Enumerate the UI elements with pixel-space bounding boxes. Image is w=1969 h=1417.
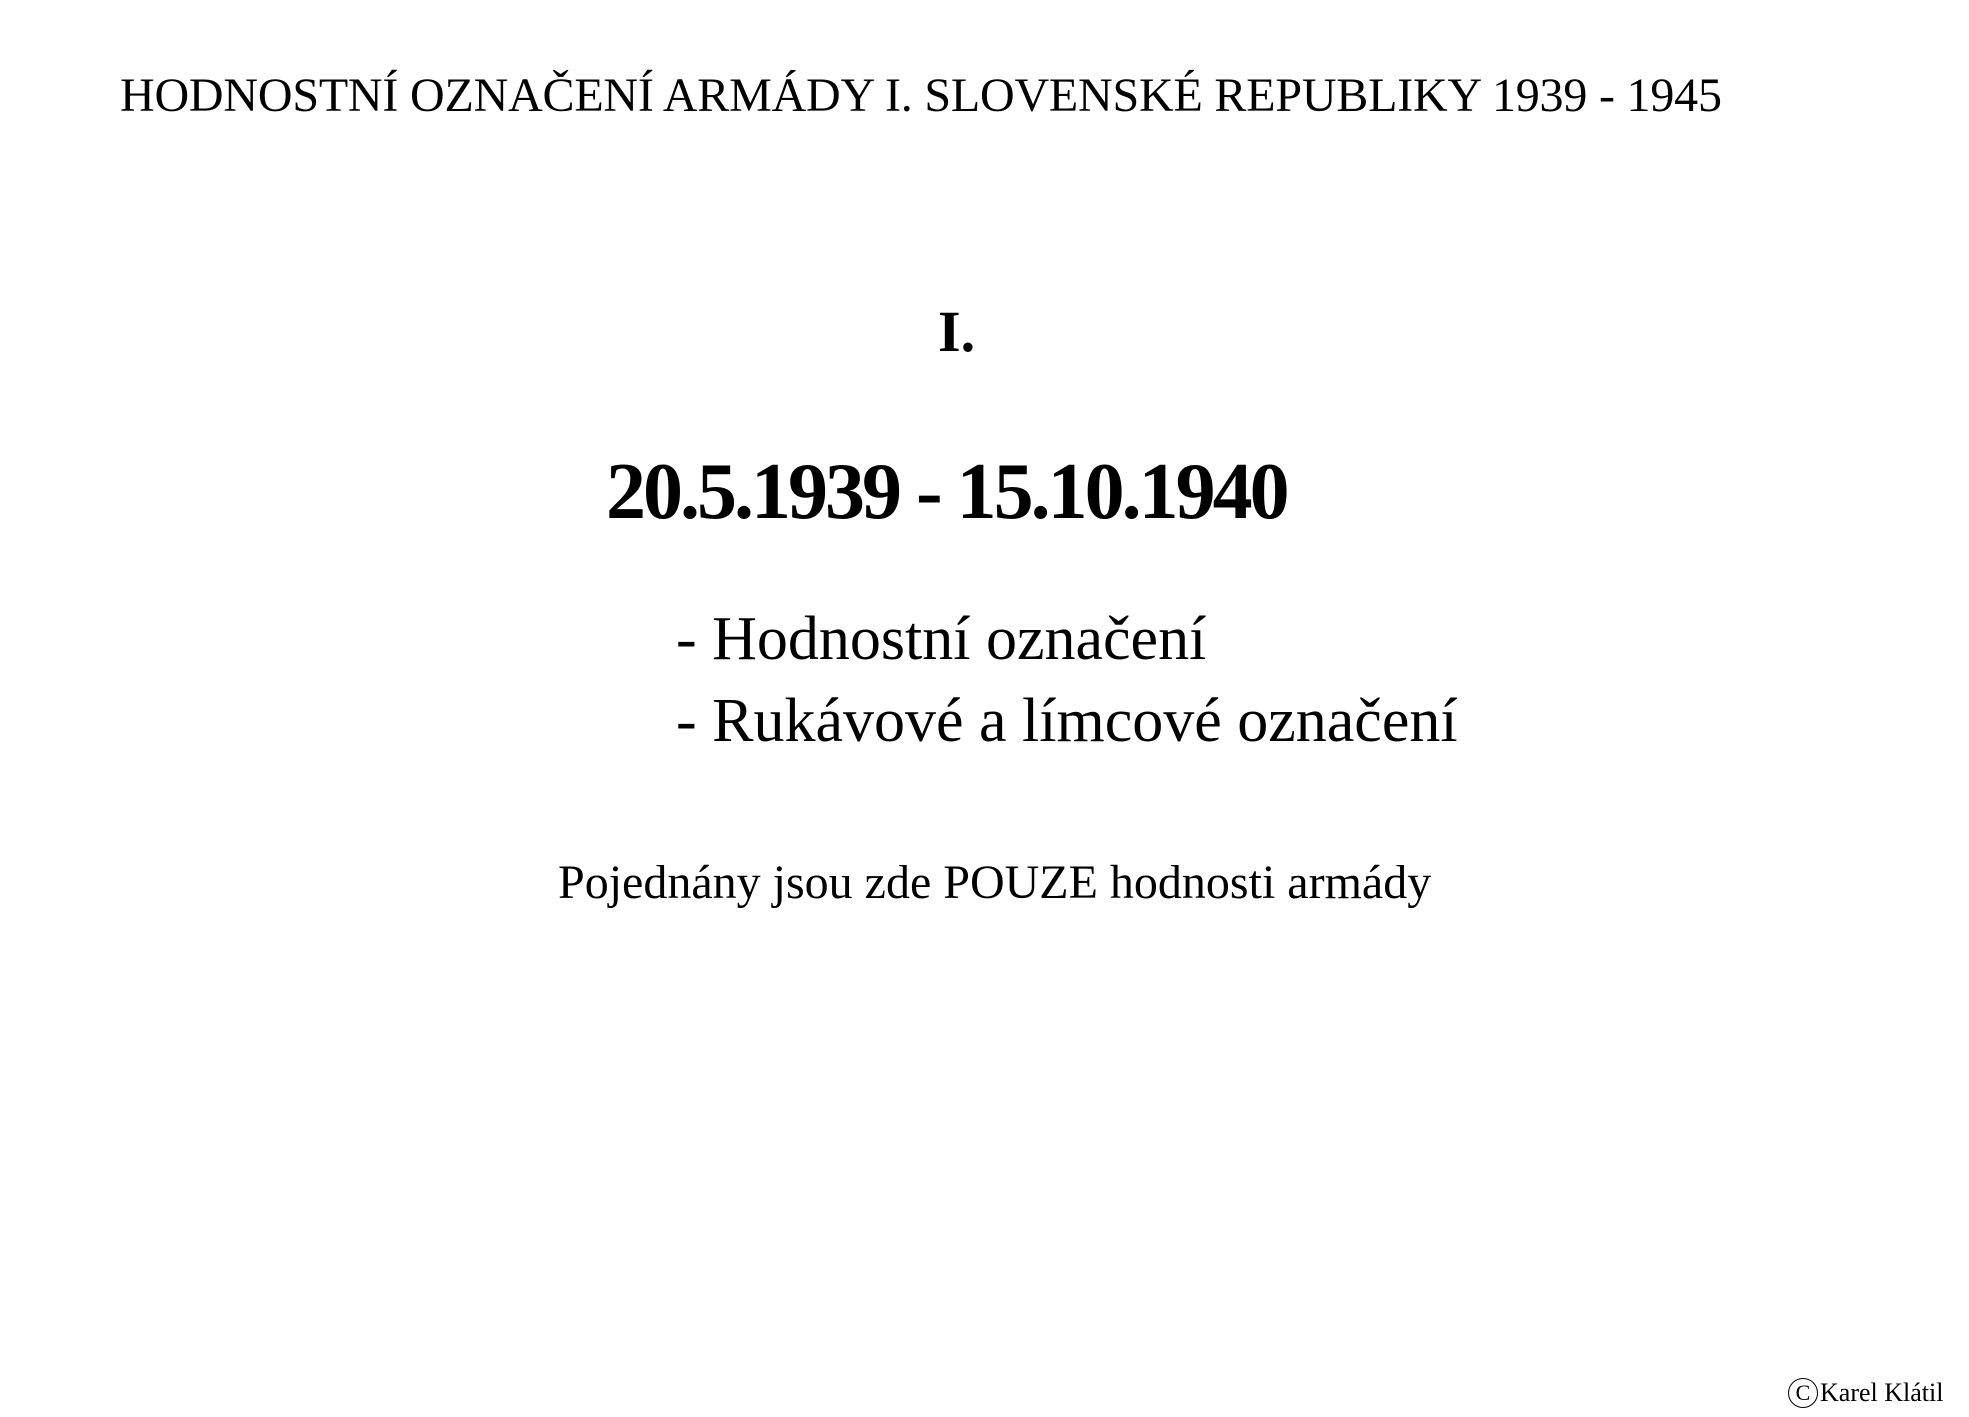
topic-item-rank-insignia: - Hodnostní označení bbox=[676, 605, 1207, 673]
scope-note: Pojednány jsou zde POUZE hodnosti armády bbox=[558, 856, 1432, 909]
topic-list bbox=[676, 598, 1458, 762]
copyright-icon: C bbox=[1788, 1378, 1818, 1408]
author-name: Karel Klátil bbox=[1820, 1378, 1944, 1407]
copyright-notice bbox=[1788, 1378, 1943, 1408]
section-number: I. bbox=[938, 299, 976, 364]
topic-item-sleeve-collar-insignia: - Rukávové a límcové označení bbox=[676, 687, 1458, 755]
date-range: 20.5.1939 - 15.10.1940 bbox=[606, 448, 1287, 536]
page-title: HODNOSTNÍ OZNAČENÍ ARMÁDY I. SLOVENSKÉ REPUBLIKY 1939 - 1945 bbox=[120, 69, 1722, 122]
